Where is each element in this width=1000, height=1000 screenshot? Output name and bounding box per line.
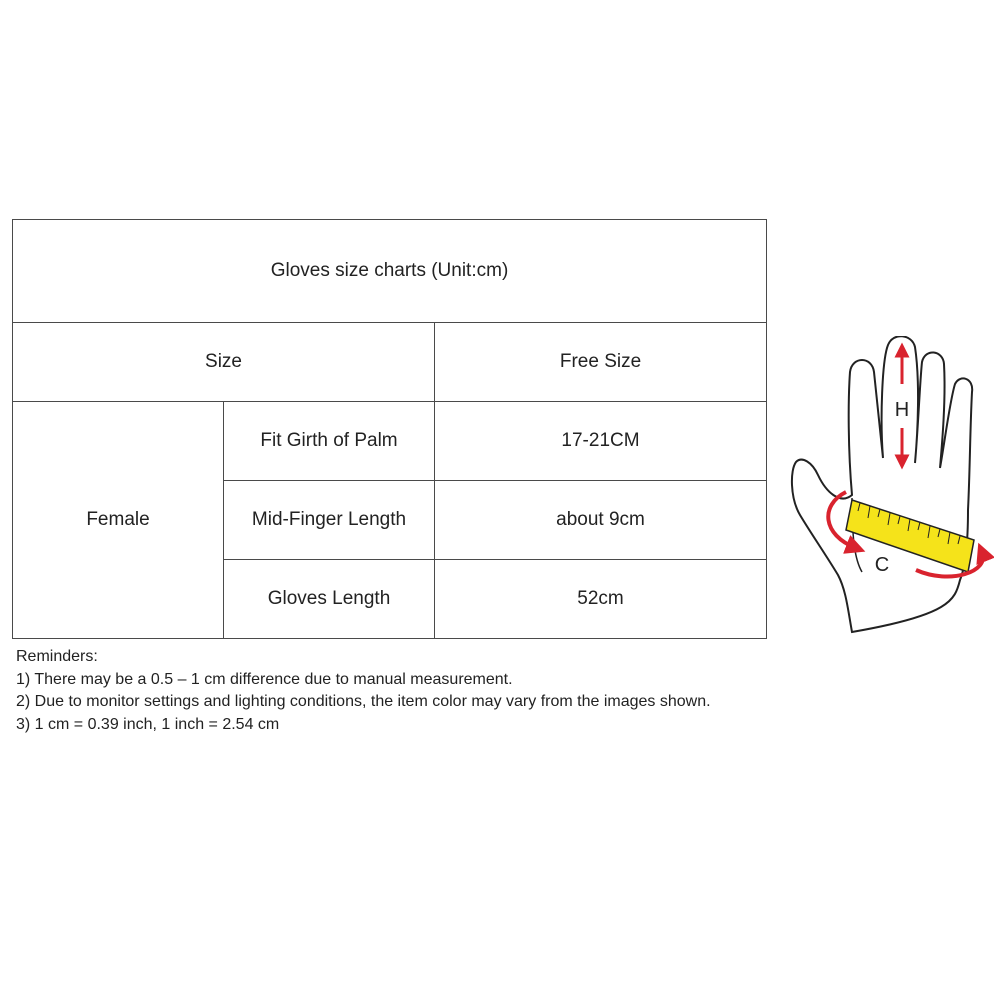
row-label-mid-finger-length: Mid-Finger Length	[224, 481, 435, 560]
circumference-label: C	[874, 554, 890, 576]
size-header-value: Free Size	[435, 323, 767, 402]
reminders-block	[16, 646, 746, 736]
reminder-item-1: 1) There may be a 0.5 – 1 cm difference due to manual measurement.	[16, 670, 513, 688]
size-chart-table	[12, 219, 767, 639]
reminder-item-2: 2) Due to monitor settings and lighting conditions, the item color may vary from the images shown.	[16, 693, 711, 710]
height-label: H	[894, 399, 910, 421]
hand-outline	[792, 336, 972, 632]
row-value-palm-girth: 17-21CM	[435, 402, 767, 481]
size-header-label: Size	[13, 323, 435, 402]
reminder-item-3: 3) 1 cm = 0.39 inch, 1 inch = 2.54 cm	[16, 715, 280, 733]
hand-measurement-diagram	[786, 336, 994, 636]
group-label-female: Female	[13, 402, 224, 639]
row-label-gloves-length: Gloves Length	[224, 560, 435, 639]
reminders-heading: Reminders:	[16, 648, 98, 665]
row-value-mid-finger-length: about 9cm	[435, 481, 767, 560]
table-title: Gloves size charts (Unit:cm)	[13, 220, 767, 323]
row-value-gloves-length: 52cm	[435, 560, 767, 639]
row-label-palm-girth: Fit Girth of Palm	[224, 402, 435, 481]
measuring-tape-icon	[846, 500, 974, 572]
